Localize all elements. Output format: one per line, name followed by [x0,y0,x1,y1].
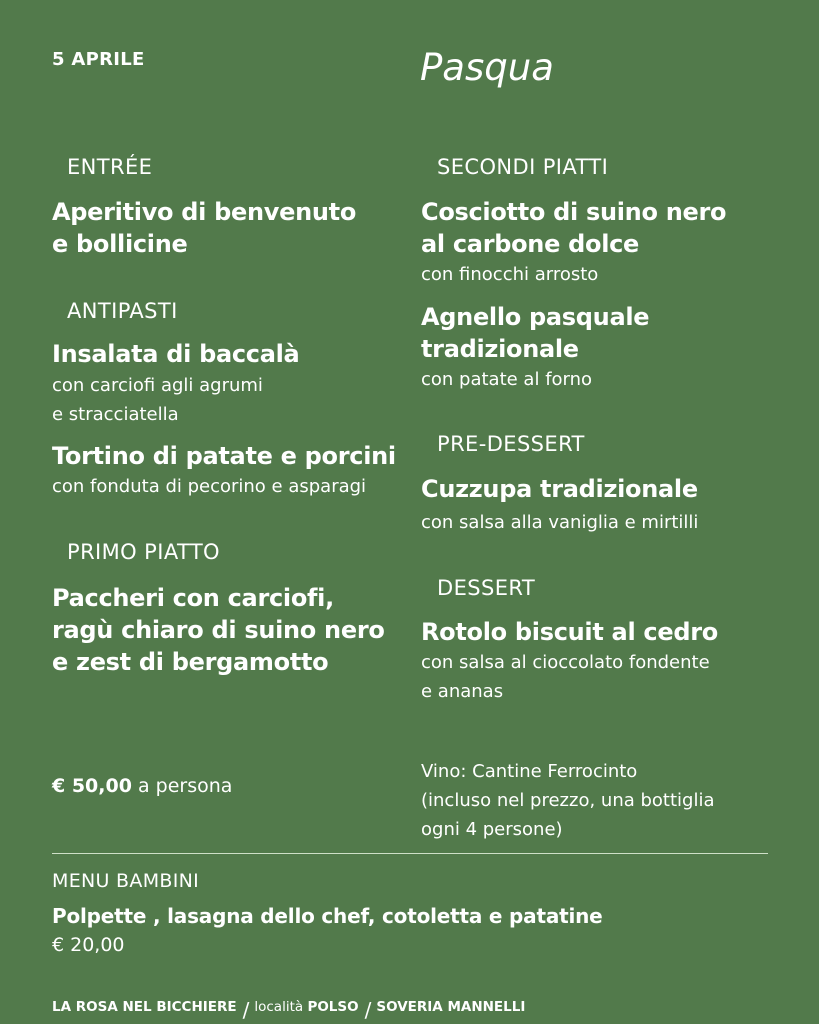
dish-title-baccala: Insalata di baccalà [52,340,300,368]
dish-description-cosciotto: con finocchi arrosto [421,264,599,285]
dish-title-agnello [421,301,649,365]
description-line: con salsa al cioccolato fondente [421,652,710,673]
description-line: con carciofi agli agrumi [52,375,263,396]
wine-line: (incluso nel prezzo, una bottiglia [421,790,715,811]
dish-title-line: e zest di bergamotto [52,648,329,676]
dish-title-rotolo: Rotolo biscuit al cedro [421,618,718,646]
dish-title-line: Aperitivo di benvenuto [52,198,357,226]
wine-line: ogni 4 persone) [421,819,563,840]
section-heading-secondi: SECONDI PIATTI [437,155,609,179]
section-heading-entree: ENTRÉE [67,155,153,179]
dish-title-line: Cosciotto di suino nero [421,198,727,226]
footer-locality [254,999,358,1015]
price-amount: € 50,00 [52,775,132,797]
dish-title-entree [52,196,356,260]
kids-menu-price: € 20,00 [52,934,125,956]
dish-title-line: al carbone dolce [421,230,640,258]
section-heading-predessert: PRE-DESSERT [437,432,585,456]
dish-title-paccheri [52,582,385,678]
dish-title-line: tradizionale [421,335,579,363]
dish-description-tortino: con fonduta di pecorino e asparagi [52,476,367,497]
restaurant-name: LA ROSA NEL BICCHIERE [52,999,237,1015]
dish-title-tortino: Tortino di patate e porcini [52,442,396,470]
dish-description-rotolo [421,648,710,706]
dish-description-baccala [52,371,263,429]
kids-menu-heading: MENU BAMBINI [52,870,200,892]
section-divider [52,853,768,854]
menu-title: Pasqua [420,46,554,89]
section-heading-antipasti: ANTIPASTI [67,299,178,323]
dish-title-line: e bollicine [52,230,188,258]
wine-line: Vino: Cantine Ferrocinto [421,761,638,782]
menu-price [52,775,232,797]
section-heading-primo: PRIMO PIATTO [67,540,220,564]
menu-date: 5 APRILE [52,49,145,70]
dish-title-line: Paccheri con carciofi, [52,584,334,612]
price-suffix: a persona [137,775,233,797]
dish-title-line: ragù chiaro di suino nero [52,616,385,644]
dish-title-line: Agnello pasquale [421,303,650,331]
footer-separator: / [242,998,250,1022]
footer [52,992,526,1022]
description-line: e stracciatella [52,404,179,425]
wine-note [421,757,715,844]
town-name: SOVERIA MANNELLI [376,999,526,1015]
dish-title-cuzzupa: Cuzzupa tradizionale [421,475,698,503]
locality-name: POLSO [307,999,359,1015]
dish-description-cuzzupa: con salsa alla vaniglia e mirtilli [421,512,699,533]
dish-title-cosciotto [421,196,726,260]
dish-description-agnello: con patate al forno [421,369,593,390]
footer-separator: / [364,998,372,1022]
locality-prefix: località [254,999,304,1015]
kids-menu-dishes: Polpette , lasagna dello chef, cotoletta e patatine [52,904,603,928]
description-line: e ananas [421,681,504,702]
section-heading-dessert: DESSERT [437,576,536,600]
